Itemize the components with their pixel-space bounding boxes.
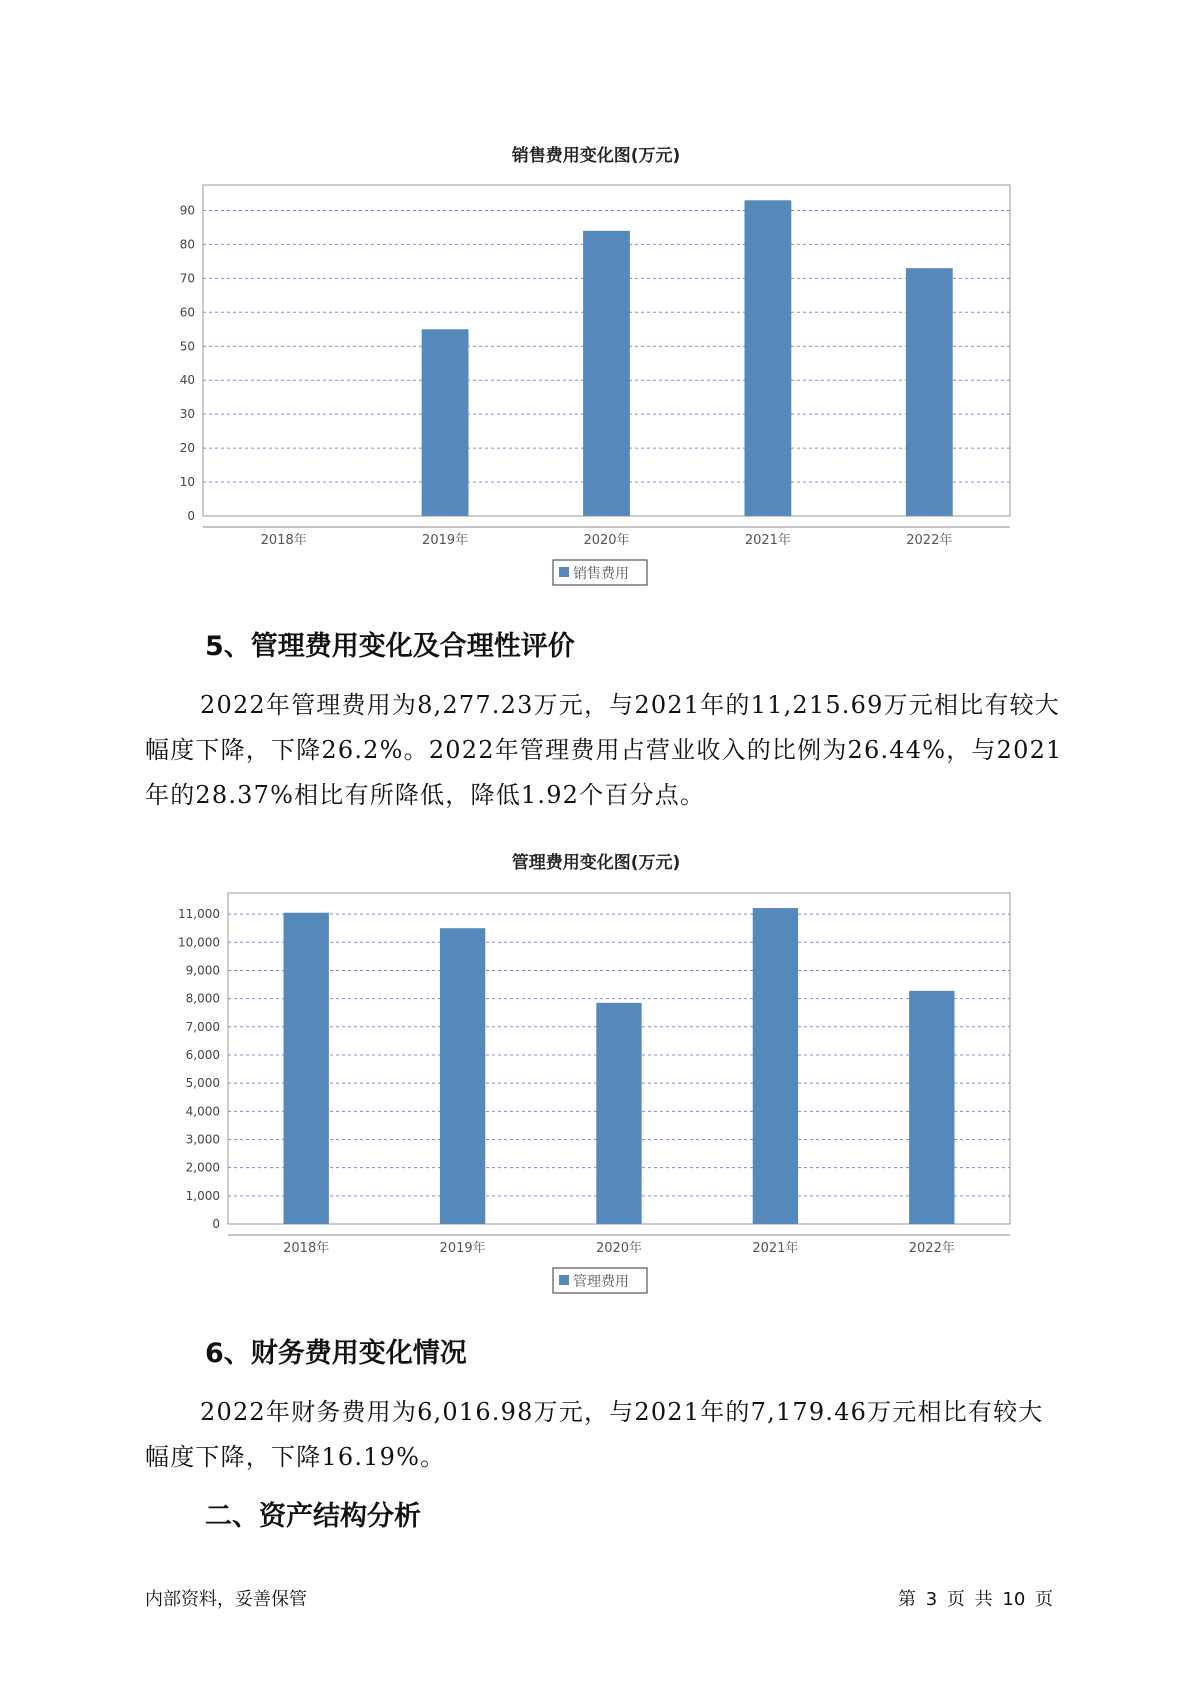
y-tick-label: 60 xyxy=(179,305,195,320)
y-tick-label: 10 xyxy=(179,475,195,490)
chart-title: 销售费用变化图(万元) xyxy=(511,146,681,166)
y-tick-label: 0 xyxy=(187,509,195,523)
bar xyxy=(909,991,954,1224)
y-tick-label: 0 xyxy=(212,1217,220,1231)
bar xyxy=(284,913,329,1224)
y-tick-label: 80 xyxy=(179,237,195,252)
y-tick-label: 5,000 xyxy=(185,1076,220,1091)
y-tick-label: 20 xyxy=(179,441,195,456)
y-axis xyxy=(178,907,220,1231)
legend-label: 管理费用 xyxy=(573,1274,629,1290)
y-tick-label: 10,000 xyxy=(178,935,220,950)
x-tick-label: 2020年 xyxy=(583,533,630,548)
x-tick-label: 2022年 xyxy=(908,1241,955,1256)
chart-title: 管理费用变化图(万元) xyxy=(511,853,681,873)
y-tick-label: 6,000 xyxy=(185,1047,220,1062)
y-tick-label: 30 xyxy=(179,407,195,422)
y-tick-label: 40 xyxy=(179,373,195,388)
x-tick-label: 2021年 xyxy=(752,1241,799,1256)
section-2-heading: 二、资产结构分析 xyxy=(205,1501,421,1532)
legend-label: 销售费用 xyxy=(573,566,629,582)
y-tick-label: 8,000 xyxy=(185,991,220,1006)
y-tick-label: 90 xyxy=(179,203,195,218)
section-6-heading: 6、财务费用变化情况 xyxy=(205,1338,467,1369)
y-tick-label: 50 xyxy=(179,339,195,354)
y-tick-label: 7,000 xyxy=(185,1019,220,1034)
section-5-heading: 5、管理费用变化及合理性评价 xyxy=(205,631,575,662)
x-tick-label: 2019年 xyxy=(439,1241,486,1256)
footer-left: 内部资料，妥善保管 xyxy=(145,1589,307,1610)
x-tick-label: 2018年 xyxy=(283,1241,330,1256)
y-tick-label: 1,000 xyxy=(185,1188,220,1203)
x-tick-label: 2018年 xyxy=(260,533,307,548)
bar xyxy=(753,908,798,1224)
y-tick-label: 4,000 xyxy=(185,1104,220,1119)
x-tick-label: 2019年 xyxy=(422,533,469,548)
bar xyxy=(440,928,485,1224)
x-tick-label: 2021年 xyxy=(744,533,791,548)
y-tick-label: 2,000 xyxy=(185,1160,220,1175)
x-tick-label: 2022年 xyxy=(906,533,953,548)
y-tick-label: 11,000 xyxy=(178,907,220,922)
bar xyxy=(596,1003,641,1224)
y-tick-label: 70 xyxy=(179,271,195,286)
y-tick-label: 3,000 xyxy=(185,1132,220,1147)
legend-swatch xyxy=(559,1275,569,1285)
footer-page-number: 第 3 页 共 10 页 xyxy=(898,1589,1053,1610)
x-tick-label: 2020年 xyxy=(595,1241,643,1256)
legend xyxy=(553,1268,647,1293)
section-6-paragraph: 2022年财务费用为6,016.98万元，与2021年的7,179.46万元相比有较大幅度下降，下降16.19%。 xyxy=(145,1398,1044,1471)
x-axis xyxy=(283,1240,955,1256)
section-5-paragraph: 2022年管理费用为8,277.23万元，与2021年的11,215.69万元相比有较大幅度下降，下降26.2%。2022年管理费用占营业收入的比例为26.44%，与2021年的28.37%相比有所降低，降低1.92个百分点。 xyxy=(145,691,1063,809)
y-tick-label: 9,000 xyxy=(185,963,220,978)
